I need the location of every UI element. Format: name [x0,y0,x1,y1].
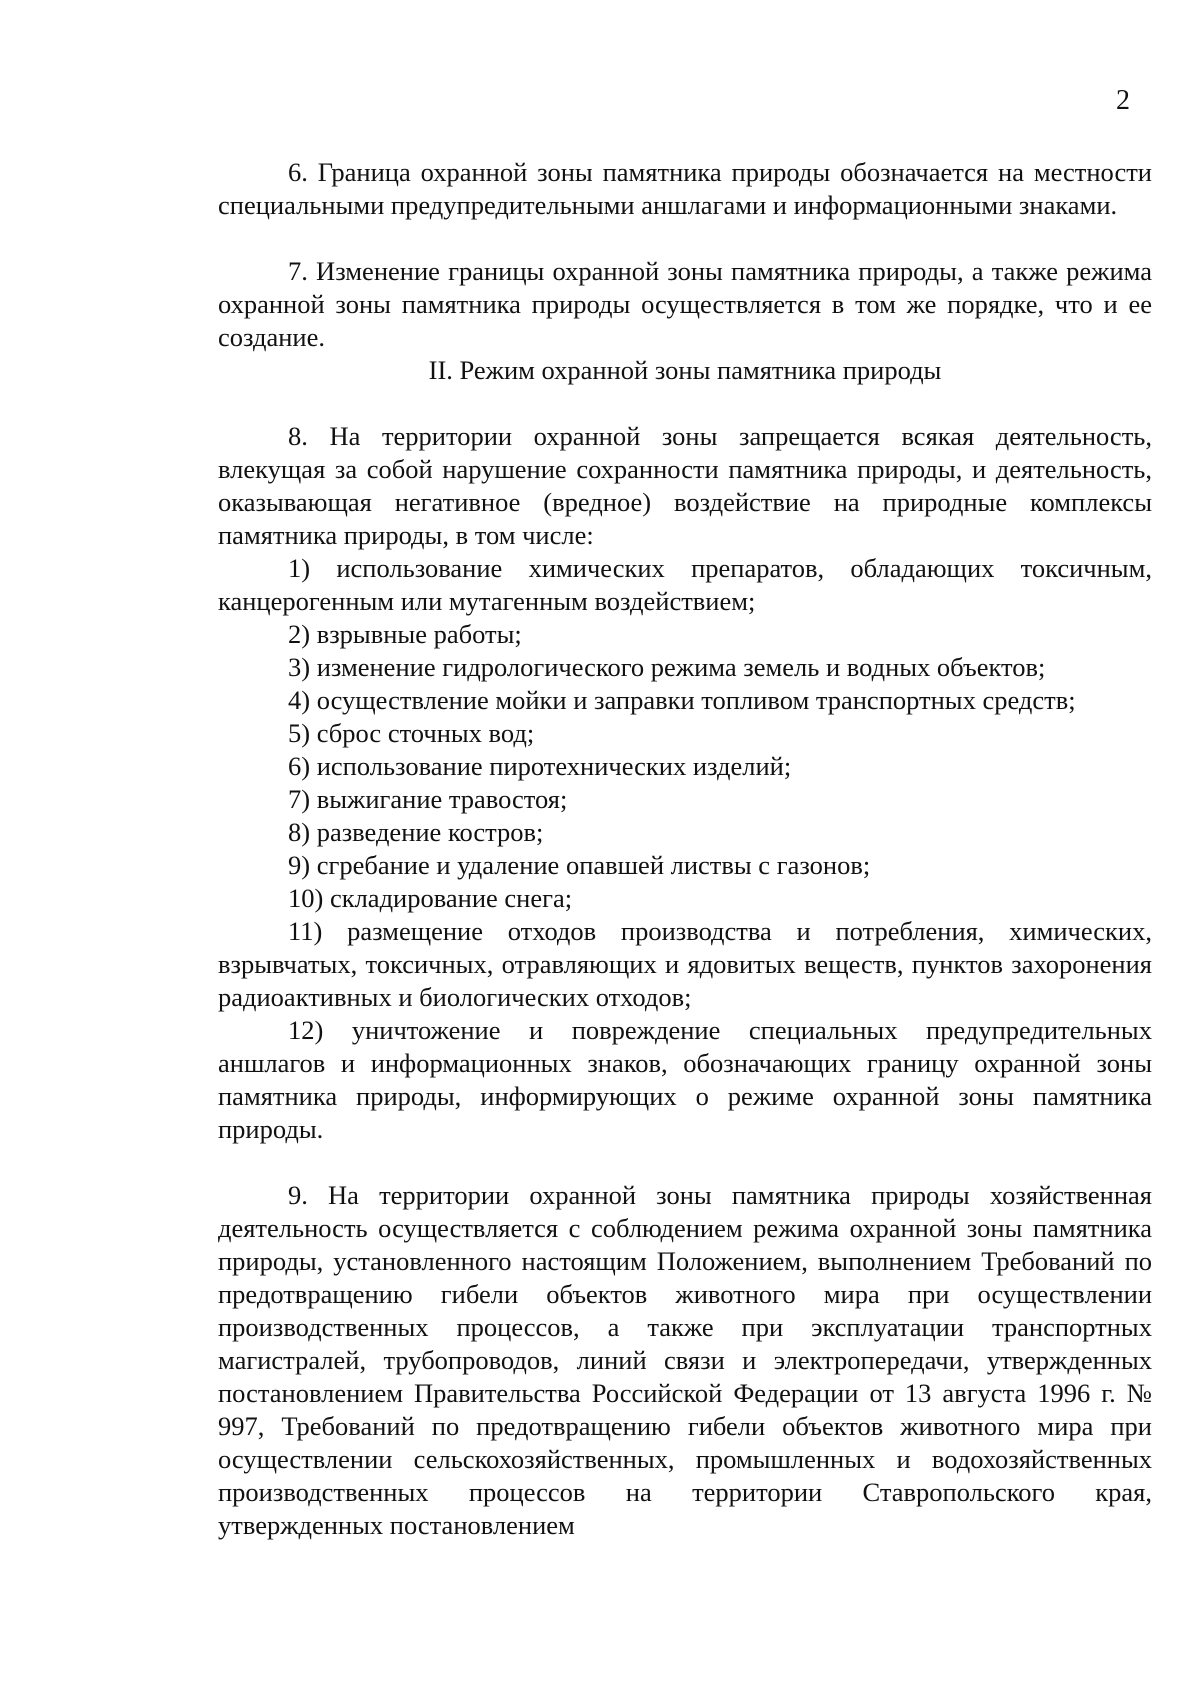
paragraph-9: 9. На территории охранной зоны памятника природы хозяйственная деятельность осуществляется с соблюдением режима охранной зоны памятника природы, установленного настоящим Положением, выполнением Требований по предотвращению гибели объектов животного мира при осуществлении производственных процессов, а также при эксплуатации транспортных магистралей, трубопроводов, линий связи и электропередачи, утвержденных постановлением Правительства Российской Федерации от 13 августа 1996 г. № 997, Требований по предотвращению гибели объектов животного мира при осуществлении сельскохозяйственных, промышленных и водохозяйственных производственных процессов на территории Ставропольского края, утвержденных постановлением [218,1180,1152,1540]
list-item-12: 12) уничтожение и повреждение специальных предупредительных аншлагов и информационных знаков, обозначающих границу охранной зоны памятника природы, информирующих о режиме охранной зоны памятника природы. [218,1015,1152,1144]
list-item-4: 4) осуществление мойки и заправки топливом транспортных средств; [288,685,1076,715]
list-item-8: 8) разведение костров; [288,817,544,847]
document-body [218,156,1152,1542]
page-number: 2 [1116,85,1130,116]
list-item-10: 10) складирование снега; [288,883,573,913]
list-item-11: 11) размещение отходов производства и потребления, химических, взрывчатых, токсичных, отравляющих и ядовитых веществ, пунктов захоронения радиоактивных и биологических отходов; [218,916,1152,1012]
list-item-5: 5) сброс сточных вод; [288,718,535,748]
list-item-2: 2) взрывные работы; [288,619,522,649]
list-item-1: 1) использование химических препаратов, обладающих токсичным, канцерогенным или мутагенным воздействием; [218,553,1152,616]
paragraph-7: 7. Изменение границы охранной зоны памятника природы, а также режима охранной зоны памятника природы осуществляется в том же порядке, что и ее создание. [218,256,1152,352]
section-title: II. Режим охранной зоны памятника природы [428,355,942,385]
paragraph-8: 8. На территории охранной зоны запрещается всякая деятельность, влекущая за собой нарушение сохранности памятника природы, и деятельность, оказывающая негативное (вредное) воздействие на природные комплексы памятника природы, в том числе: [218,421,1152,550]
list-item-6: 6) использование пиротехнических изделий; [288,751,792,781]
list-item-3: 3) изменение гидрологического режима земель и водных объектов; [288,652,1046,682]
paragraph-6: 6. Граница охранной зоны памятника природы обозначается на местности специальными предупредительными аншлагами и информационными знаками. [218,157,1152,220]
list-item-9: 9) сгребание и удаление опавшей листвы с газонов; [288,850,871,880]
list-item-7: 7) выжигание травостоя; [288,784,568,814]
